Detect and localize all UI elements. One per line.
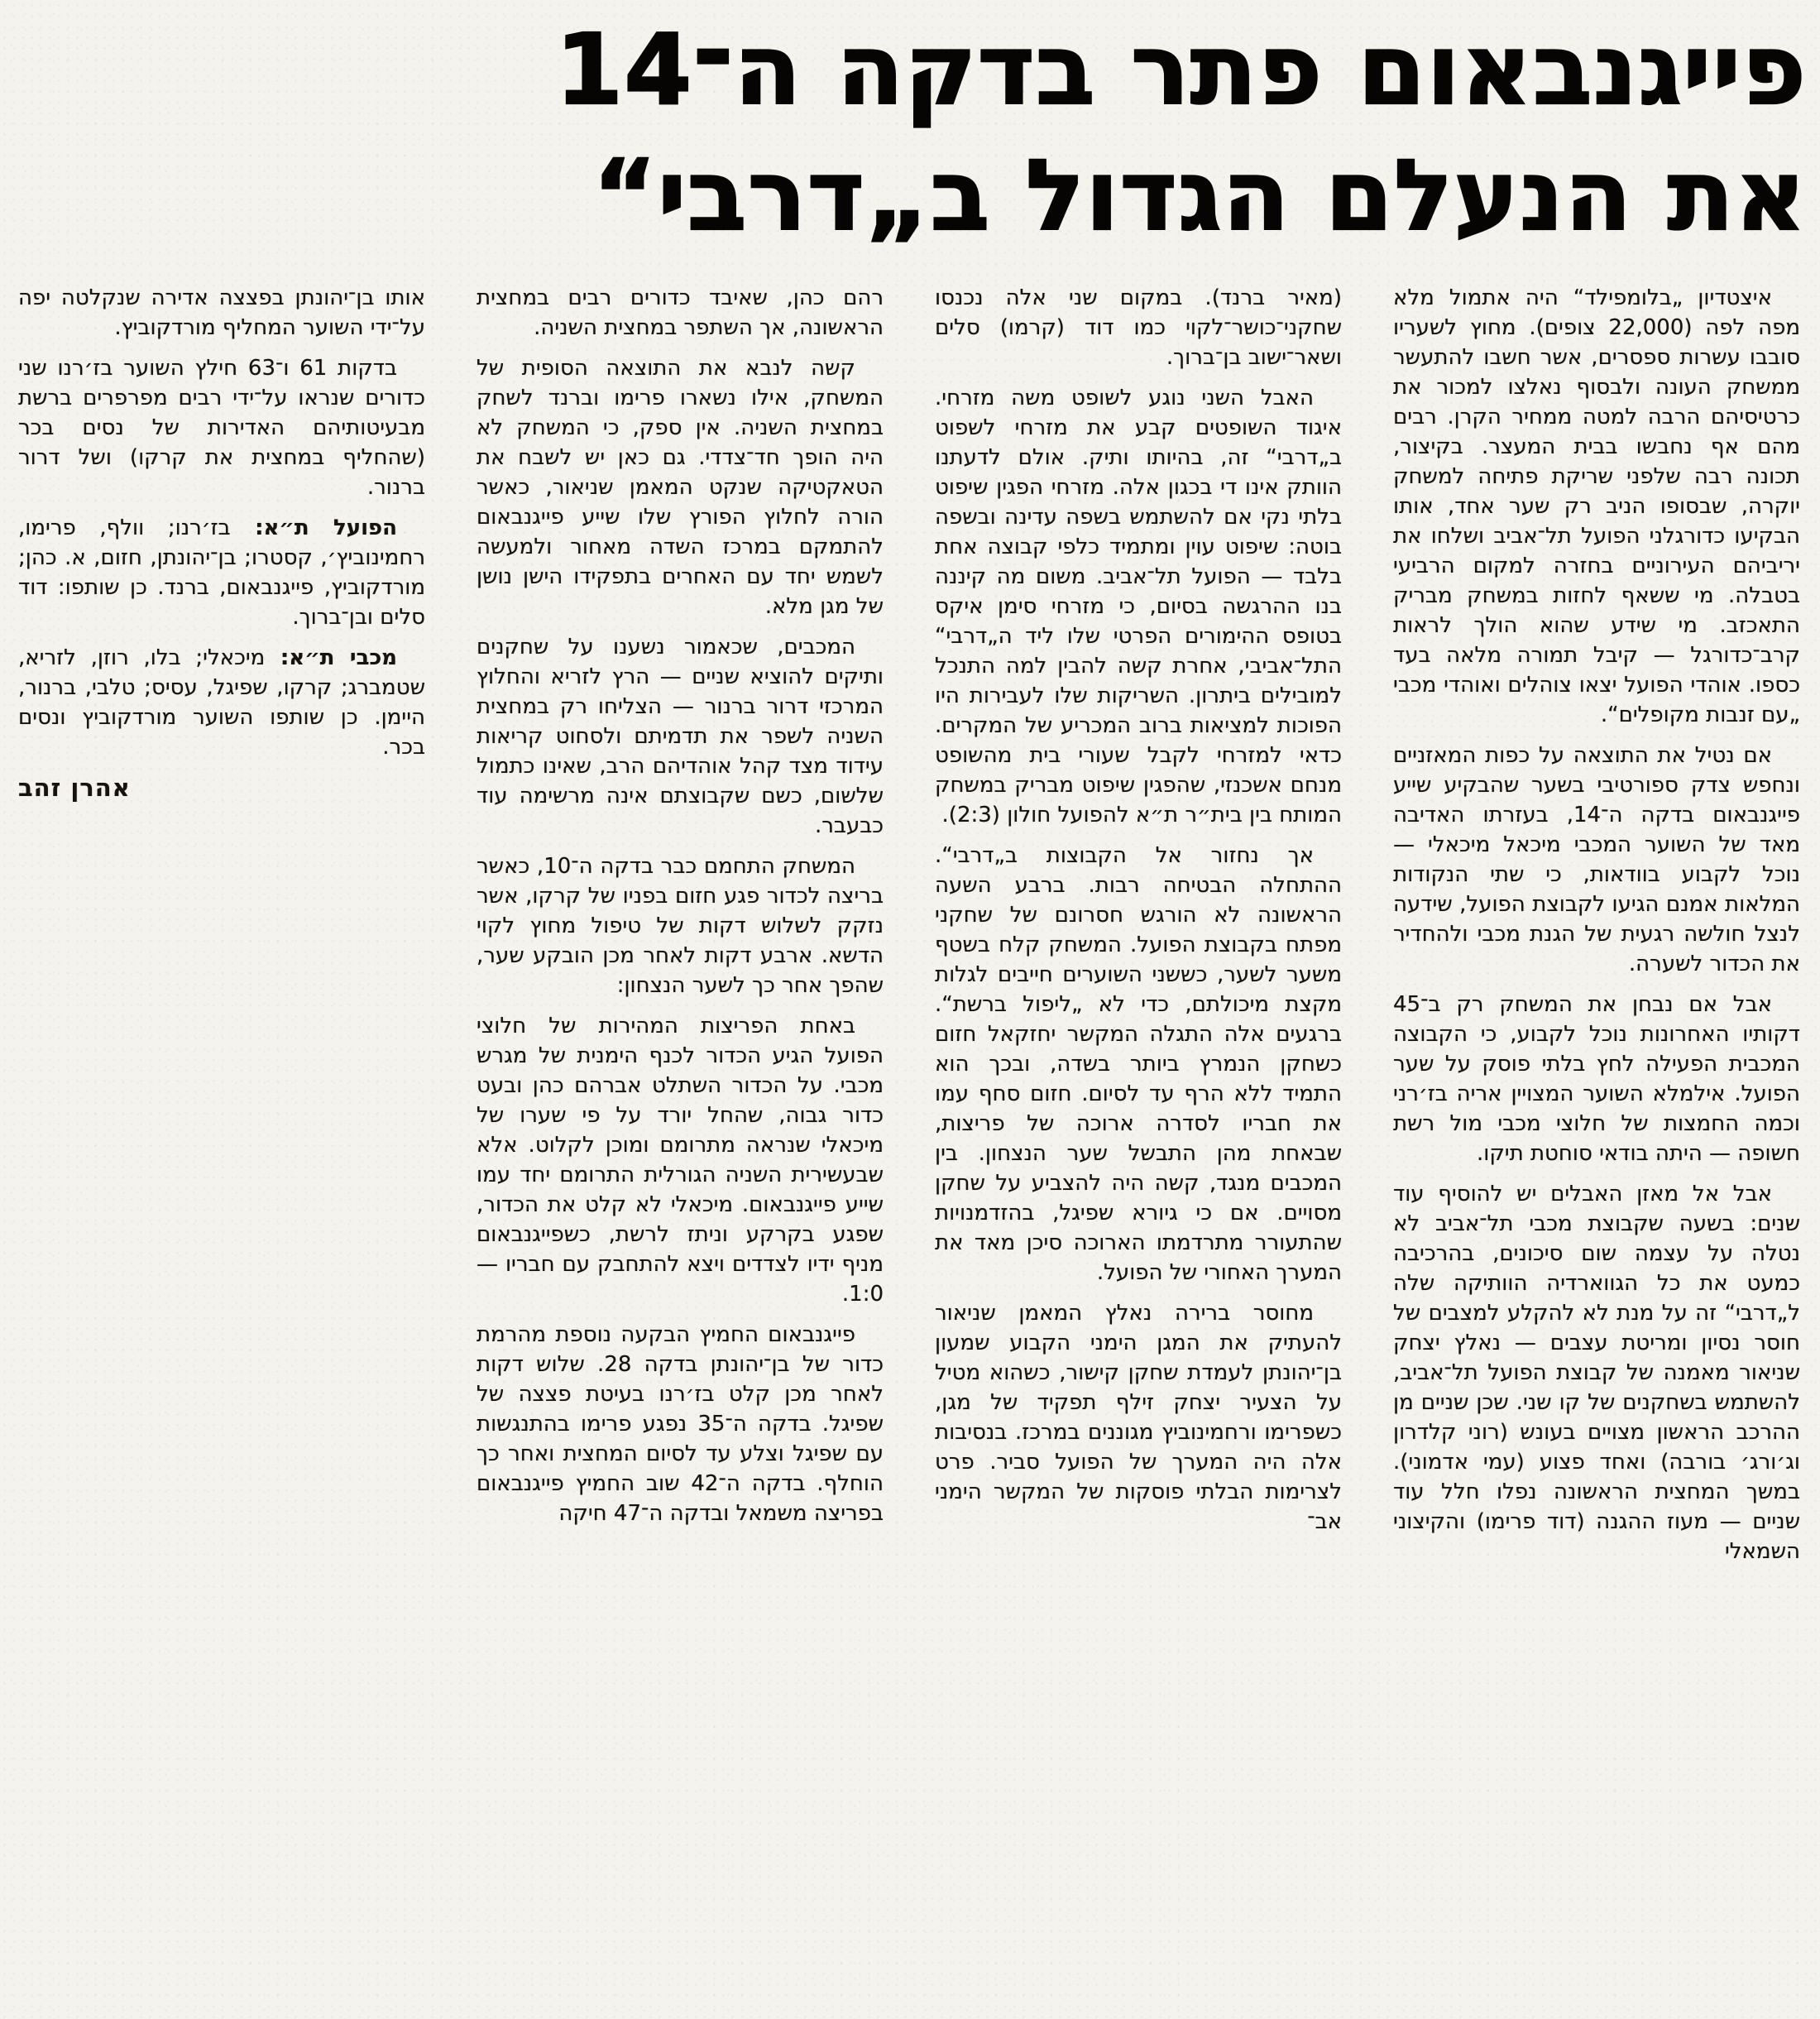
article-paragraph: פייגנבאום החמיץ הבקעה נוספת מהרמת כדור של בן־יהונתן בדקה 28. שלוש דקות לאחר מכן קלט בז׳רנו בעיטת פצצה של שפיגל. בדקה ה־35 נפגע פרימו בהתנגשות עם שפיגל וצלע עד לסיום המחצית ואחר כך הוחלף. בדקה ה־42 שוב החמיץ פייגנבאום בפריצה משמאל ובדקה ה־47 חיקה — [477, 1322, 884, 1526]
article-headline — [0, 0, 1820, 258]
team-lineup-paragraph: מכבי ת״א: מיכאלי; בלו, רוזן, לזריא, שטמברג; קרקו, שפיגל, עסיס; טלבי, ברנור, היימן. כן שותפו השוער מורדקוביץ ונסים בכר. — [18, 645, 425, 760]
article-paragraph: אבל אל מאזן האבלים יש להוסיף עוד שנים: בשעה שקבוצת מכבי תל־אביב לא נטלה על עצמה שום סיכונים, בהרכיבה כמעט את כל הגווארדיה הוותיקה שלה ל„דרבי“ זה על מנת לא להקלע למצבים של חוסר נסיון ומריטת עצבים — נאלץ יצחק שניאור מאמנה של קבוצת הפועל תל־אביב, להשתמש בשחקנים של קו שני. שכן שניים מן ההרכב הראשון מצויים בעונש (רוני קלדרון וג׳ורג׳ בורבה) ואחד פצוע (עמי אדמוני). במשך המחצית הראשונה נפלו חלל עוד שניים — מעוז ההגנה (דוד פרימו) והקיצוני השמאלי — [1393, 1182, 1800, 1564]
article-paragraph: אם נטיל את התוצאה על כפות המאזניים ונחפש צדק ספורטיבי בשער שהבקיע שייע פייגנבאום בדקה ה־14, בעזרתו האדיבה מאד של השוער המכבי מיכאל מיכאלי — נוכל לקבוע בוודאות, כי שתי הנקודות המלאות אמנם הגיעו לקבוצת הפועל, שידעה לנצל חולשה רגעית של הגנת מכבי ולהחדיר את הכדור לשערה. — [1393, 743, 1801, 976]
article-paragraph: רהם כהן, שאיבד כדורים רבים במחצית הראשונה, אך השתפר במחצית השניה. — [477, 285, 884, 340]
article-paragraph: אותו בן־יהונתן בפצצה אדירה שנקלטה יפה על־ידי השוער המחליף מורדקוביץ. — [18, 285, 425, 340]
author-byline: אהרן זהב — [18, 774, 131, 802]
article-paragraph: באחת הפריצות המהירות של חלוצי הפועל הגיע הכדור לכנף הימנית של מגרש מכבי. על הכדור השתלט אברהם כהן ובעט כדור גבוה, שהחל יורד על פי שערו של מיכאלי שנראה מתרומם ומוכן לקלוט. אלא שבעשירית השניה הגורלית התרומם יחד עמו שייע פייגנבאום. מיכאלי לא קלט את הכדור, שפגע בקרקע וניתז לרשת, כשפייגנבאום מניף ידיו לצדדים ויצא להתחבק עם חבריו — 1:0. — [477, 1014, 884, 1307]
column-4-leftmost — [18, 283, 425, 803]
team-name-lead: מכבי ת״א: — [265, 645, 397, 670]
article-paragraph: האבל השני נוגע לשופט משה מזרחי. איגוד השופטים קבע את מזרחי לשפוט ב„דרבי“ זה, בהיותו ותיק. אולם לדעתנו הוותק אינו די בכגון אלה. מזרחי הפגין שיפוט בלתי נקי אם להשתמש בשפה עדינה ובשפה בוטה: שיפוט עוין ומתמיד כלפי קבוצה אחת בלבד — הפועל תל־אביב. משום מה קיננה בנו ההרגשה בסיום, כי מזרחי סימן איקס בטופס ההימורים הפרטי שלו ליד ה„דרבי“ התל־אביבי, אחרת קשה להבין למה התנכל למובילים ביתרון. השריקות שלו לעבירות היו הפוכות למציאות ברוב המכריע של המקרים. כדאי למזרחי לקבל שעורי בית מהשופט מנחם אשכנזי, שהפגין שיפוט מבריק במשחק המותח בין בית״ר ת״א להפועל חולון (2:3). — [935, 386, 1342, 827]
article-paragraph: המכבים, שכאמור נשענו על שחקנים ותיקים להוציא שניים — הרץ לזריא והחלוץ המרכזי דרור ברנור — הצליחו רק במחצית השניה לשפר את תדמיתם ולסחוט קריאות עידוד מצד קהל אוהדיהם הרב, שאינו כתמול שלשום, כשם שקבוצתם אינה מרשימה עוד כבעבר. — [477, 635, 884, 838]
column-3 — [477, 283, 884, 1539]
column-2 — [935, 283, 1342, 1547]
article-paragraph: (מאיר ברנד). במקום שני אלה נכנסו שחקני־כושר־לקוי כמו דוד (קרמו) סלים ושאר־ישוב בן־ברוך. — [935, 285, 1342, 370]
article-paragraph: אבל אם נבחן את המשחק רק ב־45 דקותיו האחרונות נוכל לקבוע, כי הקבוצה המכבית הפעילה לחץ בלתי פוסק על שער הפועל. אילמלא השוער המצויין אריה בז׳רני וכמה החמצות של חלוצי מכבי מול רשת חשופה — היתה בודאי סוחטת תיקו. — [1393, 992, 1800, 1166]
article-paragraph: קשה לנבא את התוצאה הסופית של המשחק, אילו נשארו פרימו וברנד לשחק במחצית השניה. אין ספק, כי המשחק לא היה הופך חד־צדדי. גם כאן יש לשבח את הטאקטיקה שנקט המאמן שניאור, כאשר הורה לחלוץ הפורץ שלו שייע פייגנבאום להתמקם במרכז השדה מאחור ולמעשה לשמש יחד עם האחרים בתפקידו הישן נושן של מגן מלא. — [477, 356, 884, 619]
article-paragraph: מחוסר ברירה נאלץ המאמן שניאור להעתיק את המגן הימני הקבוע שמעון בן־יהונתן לעמדת שחקן קישור, כשהוא מטיל על הצעיר יצחק זילף תפקיד של מגן, כשפרימו ורחמינוביץ מגוננים במרכז. בנסיבות אלה היה המערך של הפועל סביר. פרט לצרימות הבלתי פוסקות של המקשר הימני אב־ — [935, 1301, 1342, 1534]
team-lineup-paragraph: הפועל ת״א: בז׳רנו; וולף, פרימו, רחמינוביץ׳, קסטרו; בן־יהונתן, חזום, א. כהן; מורדקוביץ, פייגנבאום, ברנד. כן שותפו: דוד סלים ובן־ברוך. — [18, 516, 425, 630]
article-paragraph: בדקות 61 ו־63 חילץ השוער בז׳רנו שני כדורים שנראו על־ידי רבים מפרפרים ברשת מבעיטותיהם האדירות של נסים בכר (שהחליף במחצית את קרקו) ושל דרור ברנור. — [18, 356, 425, 500]
article-paragraph: המשחק התחמם כבר בדקה ה־10, כאשר בריצה לכדור פגע חזום בפניו של קרקו, אשר נזקק לשלוש דקות של טיפול מחוץ לקוי הדשא. ארבע דקות לאחר מכן הובקע שער, שהפך אחר כך לשער הנצחון: — [477, 854, 884, 998]
headline-line-2: את הנעלם הגדול ב„דרבי“ — [592, 138, 1807, 252]
article-paragraph: איצטדיון „בלומפילד“ היה אתמול מלא מפה לפה (22,000 צופים). מחוץ לשעריו סובבו עשרות ספסרים, אשר חשבו להתעשר ממשחק העונה ולבסוף נאלצו למכור את כרטיסיהם הרבה למטה ממחיר הקרן. רבים מהם אף נחבשו בבית המעצר. בקיצור, תכונה רבה שלפני שריקת פתיחה למשחק יוקרה, שבסופו הניב רק שער אחד, אותו הבקיעו כדורגלני הפועל תל־אביב ושלחו את יריביהם העירוניים בחזרה למקום הרביעי בטבלה. מי ששאף לחזות במשחק מבריק התאכזב. מי שידע שהוא הולך לראות קרב־כדורגל — קיבל תמורה מלאה בעד כספו. אוהדי הפועל יצאו צוהלים ואוהדי מכבי „עם זנבות מקופלים“. — [1393, 285, 1800, 727]
column-1-rightmost — [1393, 283, 1800, 1577]
team-name-lead: הפועל ת״א: — [230, 516, 397, 540]
article-columns — [0, 283, 1820, 1577]
headline-line-1: פייגנבאום פתר בדקה ה־14 — [555, 12, 1807, 127]
article-paragraph: אך נחזור אל הקבוצות ב„דרבי“. ההתחלה הבטיחה רבות. ברבע השעה הראשונה לא הורגש חסרונם של שחקני מפתח בקבוצת הפועל. המשחק קלח בשטף משער לשער, כששני השוערים חייבים לגלות מקצת מיכולתם, כדי לא „ליפול ברשת“. ברגעים אלה התגלה המקשר יחזקאל חזום כשחקן הנמרץ ביותר בשדה, ובכך הוא התמיד ללא הרף עד לסיום. חזום סחף עמו את חבריו לסדרה ארוכה של פריצות, שבאחת מהן התבשל שער הנצחון. בין המכבים מנגד, קשה היה להצביע על שחקן מסויים. אם כי גיורא שפיגל, בהזדמנויות שהתעורר מתרדמתו הארוכה סיכן מאד את המערך האחורי של הפועל. — [935, 843, 1342, 1285]
